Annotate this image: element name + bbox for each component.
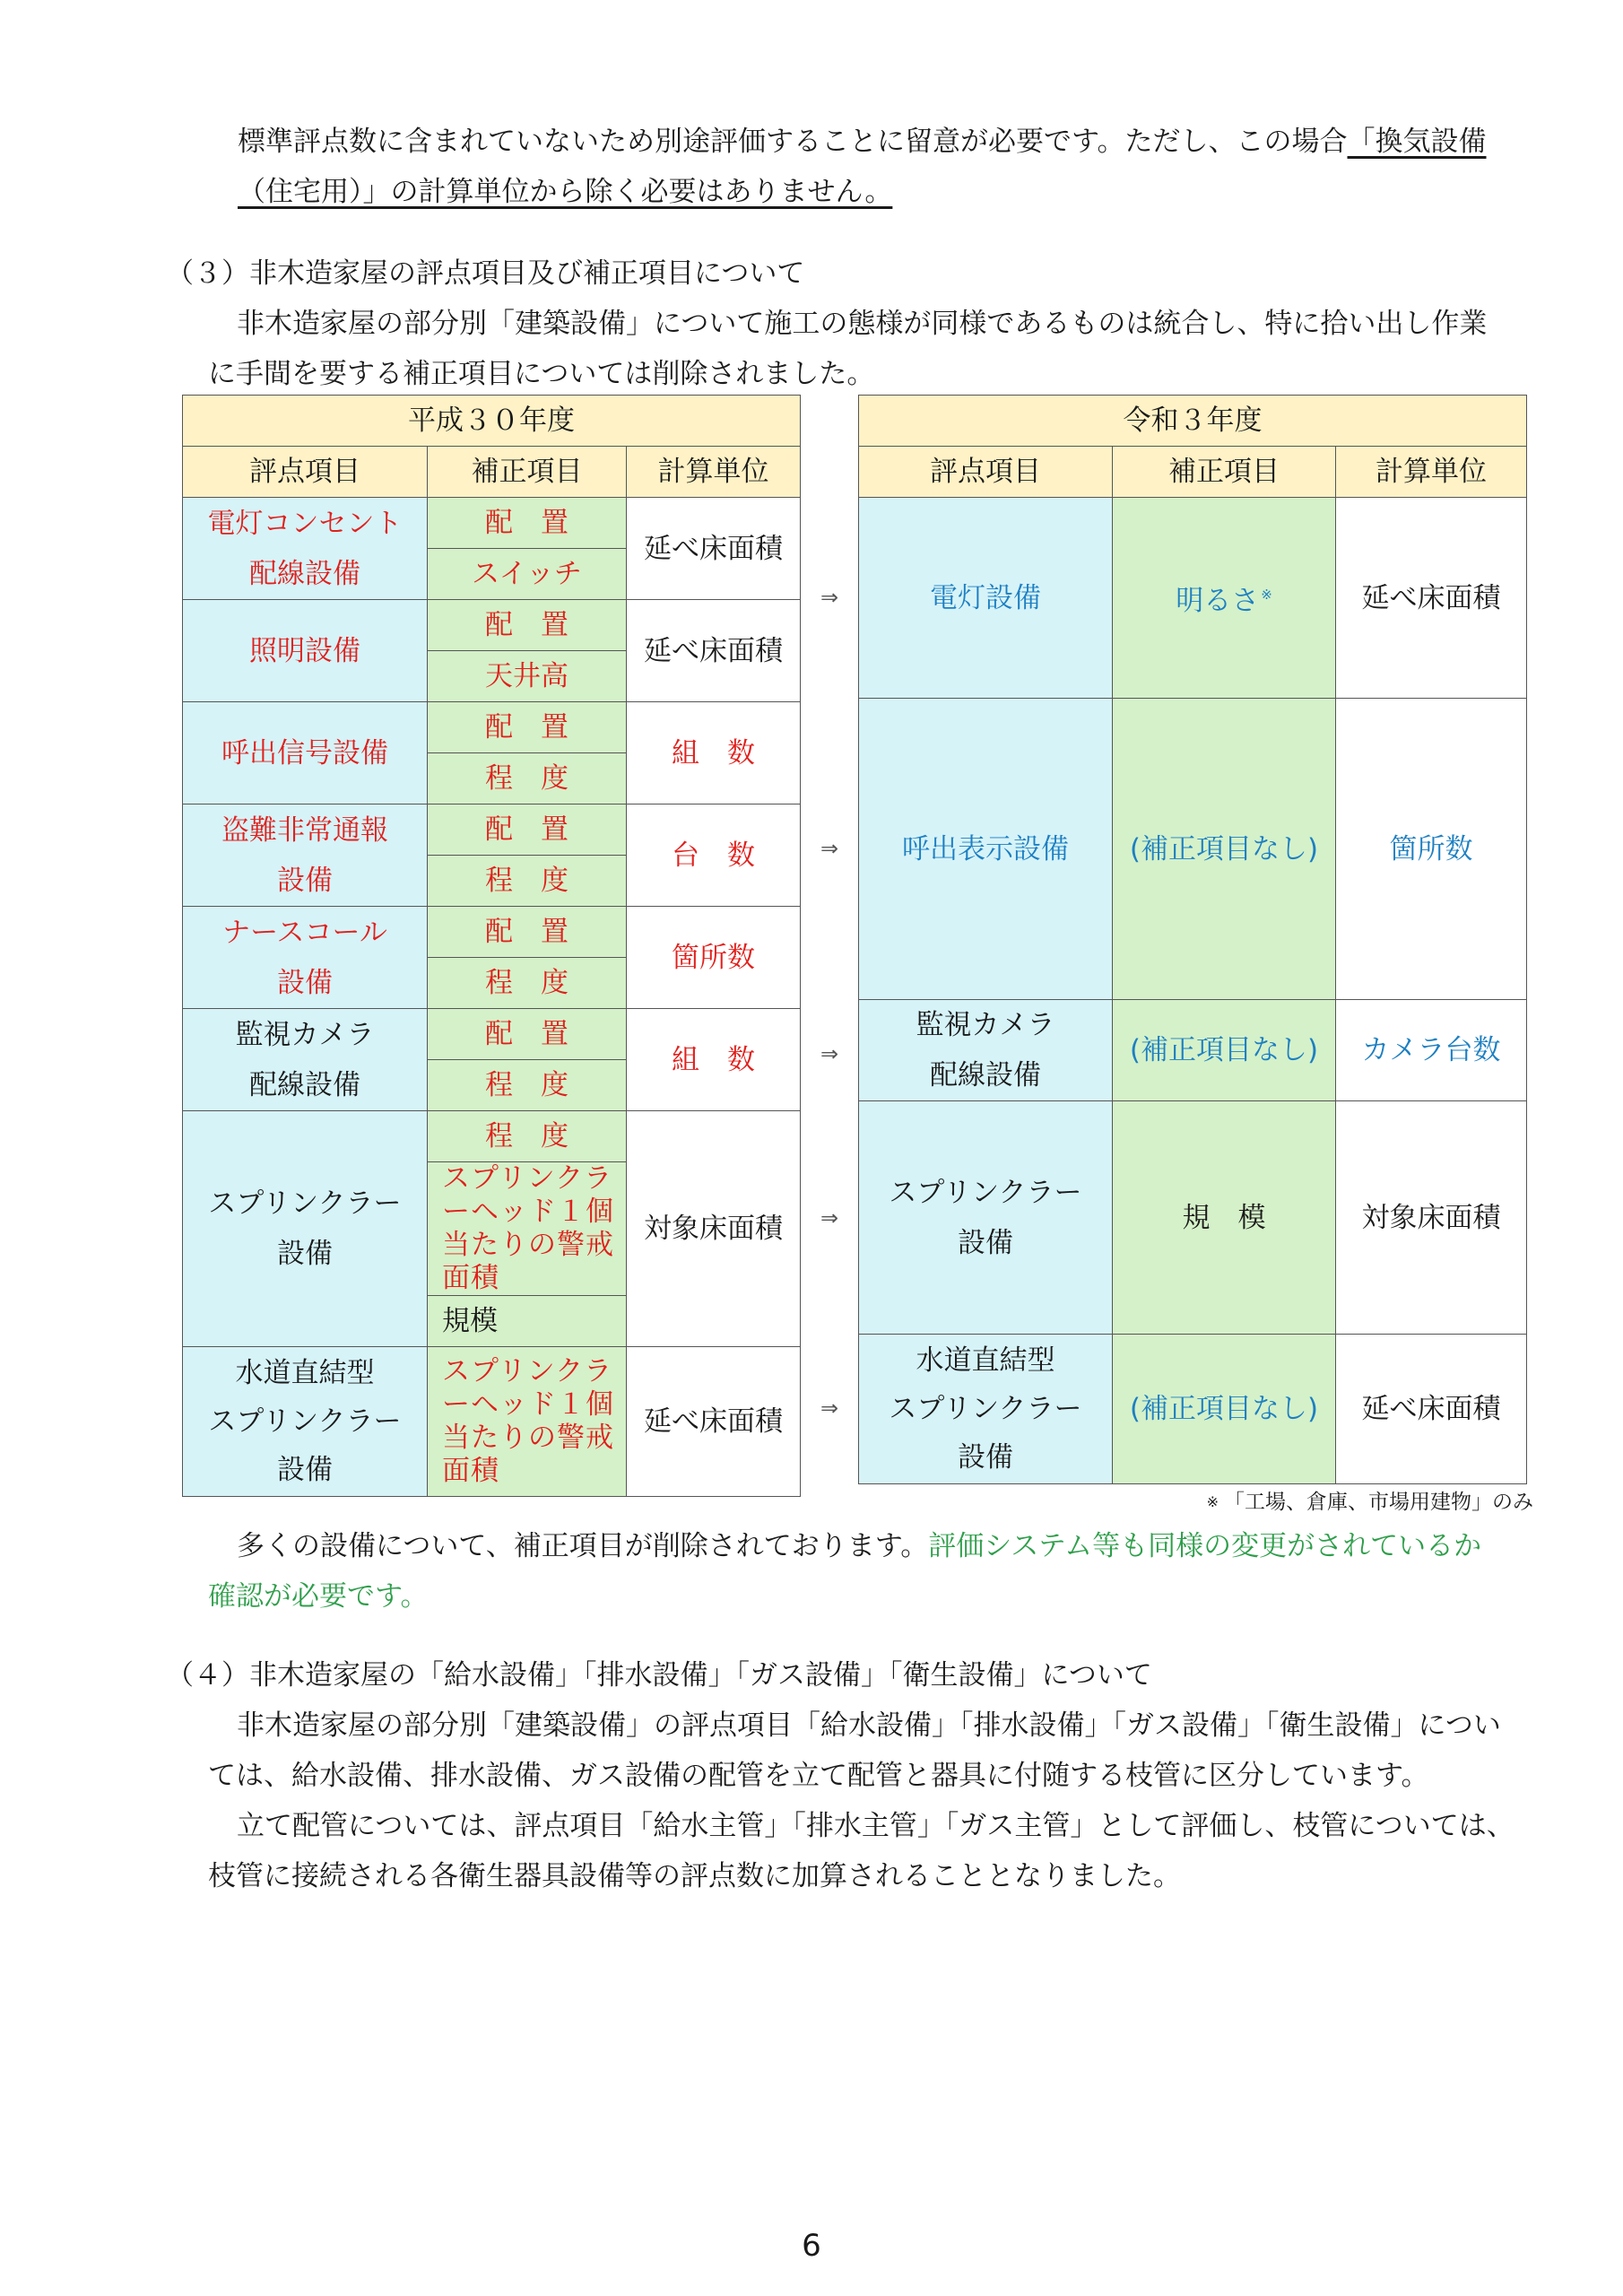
footnote-mark: ※ bbox=[1261, 587, 1272, 603]
unit-taisho: 対象床面積 bbox=[627, 1111, 801, 1347]
unit-nobe: 延べ床面積 bbox=[627, 498, 801, 600]
correction-haichi: 配 置 bbox=[428, 1009, 627, 1060]
r-item-sprinkler: スプリンクラー 設備 bbox=[859, 1101, 1113, 1335]
unit-kumi: 組 数 bbox=[627, 1009, 801, 1111]
unit-nobe: 延べ床面積 bbox=[627, 600, 801, 702]
section4-p2-line1: 立て配管については、評点項目「給水主管」「排水主管」「ガス主管」として評価し、枝管については、 bbox=[237, 1810, 1515, 1842]
correction-kibo: 規模 bbox=[428, 1296, 627, 1347]
arrow-icon: ⇒ bbox=[820, 1041, 839, 1066]
correction-haichi: 配 置 bbox=[428, 907, 627, 958]
item-tonan: 盗難非常通報 設備 bbox=[183, 804, 428, 907]
arrow-icon: ⇒ bbox=[820, 1396, 839, 1421]
left-era-header: 平成３０年度 bbox=[183, 396, 801, 447]
item-dento-concent: 電灯コンセント 配線設備 bbox=[183, 498, 428, 600]
r-item-suido: 水道直結型 スプリンクラー 設備 bbox=[859, 1335, 1113, 1484]
right-table-r3 bbox=[858, 395, 1527, 1484]
unit-kasho: 箇所数 bbox=[627, 907, 801, 1009]
r-item-kanshi: 監視カメラ 配線設備 bbox=[859, 1000, 1113, 1101]
intro-text: 標準評点数に含まれていないため別途評価することに留意が必要です。ただし、この場合 bbox=[238, 126, 1348, 158]
correction-teido: 程 度 bbox=[428, 856, 627, 907]
item-suido: 水道直結型 スプリンクラー 設備 bbox=[183, 1347, 428, 1497]
left-table-h30 bbox=[182, 395, 801, 1497]
after-table-green-1: 評価システム等も同様の変更がされているか bbox=[928, 1530, 1482, 1562]
section4-p1-line1: 非木造家屋の部分別「建築設備」の評点項目「給水設備」「排水設備」「ガス設備」「衛生設備」につい bbox=[237, 1709, 1501, 1742]
r-unit-nobe: 延べ床面積 bbox=[1336, 1335, 1527, 1484]
r-correction-none: (補正項目なし) bbox=[1113, 1335, 1336, 1484]
section3-line1: 非木造家屋の部分別「建築設備」について施工の態様が同様であるものは統合し、特に拾い出し作業 bbox=[237, 308, 1488, 340]
arrow-icon: ⇒ bbox=[820, 836, 839, 861]
r-correction-none: (補正項目なし) bbox=[1113, 1000, 1336, 1101]
correction-haichi: 配 置 bbox=[428, 498, 627, 549]
arrow-icon: ⇒ bbox=[820, 585, 839, 610]
correction-haichi: 配 置 bbox=[428, 702, 627, 753]
correction-head-area: スプリンクラ ーヘッド１個 当たりの警戒 面積 bbox=[428, 1162, 627, 1296]
item-yobidashi: 呼出信号設備 bbox=[183, 702, 428, 804]
item-shomei: 照明設備 bbox=[183, 600, 428, 702]
arrow-icon: ⇒ bbox=[820, 1205, 839, 1231]
right-col-header-item: 評点項目 bbox=[859, 447, 1113, 498]
right-col-header-correction: 補正項目 bbox=[1113, 447, 1336, 498]
r-item-yobidashi: 呼出表示設備 bbox=[859, 699, 1113, 1000]
r-unit-taisho: 対象床面積 bbox=[1336, 1101, 1527, 1335]
section4-p2-line2: 枝管に接続される各衛生器具設備等の評点数に加算されることとなりました。 bbox=[208, 1860, 1181, 1892]
correction-teido: 程 度 bbox=[428, 958, 627, 1009]
footnote-text: 「工場、倉庫、市場用建物」のみ bbox=[1224, 1491, 1533, 1514]
item-nurse: ナースコール 設備 bbox=[183, 907, 428, 1009]
r-correction-none: (補正項目なし) bbox=[1113, 699, 1336, 1000]
unit-kumi: 組 数 bbox=[627, 702, 801, 804]
footnote-mark: ※ bbox=[1206, 1493, 1219, 1510]
left-col-header-correction: 補正項目 bbox=[428, 447, 627, 498]
after-table-paragraph bbox=[208, 1521, 1535, 1622]
r-unit-nobe: 延べ床面積 bbox=[1336, 498, 1527, 699]
r-unit-kasho: 箇所数 bbox=[1336, 699, 1527, 1000]
after-table-black: 多くの設備について、補正項目が削除されております。 bbox=[237, 1530, 929, 1562]
right-col-header-unit: 計算単位 bbox=[1336, 447, 1527, 498]
correction-haichi: 配 置 bbox=[428, 600, 627, 651]
correction-teido: 程 度 bbox=[428, 753, 627, 804]
r-correction-akarusa: 明るさ ※ bbox=[1113, 498, 1336, 699]
correction-switch: スイッチ bbox=[428, 549, 627, 600]
intro-underlined-2: （住宅用）」の計算単位から除く必要はありません。 bbox=[238, 176, 893, 208]
section3-heading: （３）非木造家屋の評点項目及び補正項目について bbox=[166, 257, 805, 290]
left-col-header-unit: 計算単位 bbox=[627, 447, 801, 498]
table-footnote bbox=[1207, 1489, 1533, 1516]
section3-paragraph bbox=[208, 299, 1535, 399]
correction-teido: 程 度 bbox=[428, 1111, 627, 1162]
after-table-green-2: 確認が必要です。 bbox=[208, 1580, 429, 1613]
r-correction-kibo: 規 模 bbox=[1113, 1101, 1336, 1335]
section4-heading: （４）非木造家屋の「給水設備」「排水設備」「ガス設備」「衛生設備」について bbox=[166, 1659, 1152, 1692]
page-number: 6 bbox=[802, 2228, 821, 2264]
r-unit-camera: カメラ台数 bbox=[1336, 1000, 1527, 1101]
intro-underlined-1: 「換気設備 bbox=[1347, 126, 1487, 158]
correction-tenjo: 天井高 bbox=[428, 651, 627, 702]
section3-line2: に手間を要する補正項目については削除されました。 bbox=[208, 358, 875, 390]
unit-dai: 台 数 bbox=[627, 804, 801, 907]
section4-paragraph-1 bbox=[208, 1700, 1535, 1801]
unit-nobe: 延べ床面積 bbox=[627, 1347, 801, 1497]
r-item-dento: 電灯設備 bbox=[859, 498, 1113, 699]
item-sprinkler: スプリンクラー 設備 bbox=[183, 1111, 428, 1347]
correction-teido: 程 度 bbox=[428, 1060, 627, 1111]
intro-paragraph bbox=[238, 117, 1538, 217]
correction-haichi: 配 置 bbox=[428, 804, 627, 856]
item-kanshi: 監視カメラ 配線設備 bbox=[183, 1009, 428, 1111]
section4-p1-line2: ては、給水設備、排水設備、ガス設備の配管を立て配管と器具に付随する枝管に区分しています。 bbox=[208, 1760, 1429, 1792]
right-era-header: 令和３年度 bbox=[859, 396, 1527, 447]
left-col-header-item: 評点項目 bbox=[183, 447, 428, 498]
section4-paragraph-2 bbox=[208, 1801, 1535, 1901]
correction-head-area: スプリンクラ ーヘッド１個 当たりの警戒 面積 bbox=[428, 1347, 627, 1497]
